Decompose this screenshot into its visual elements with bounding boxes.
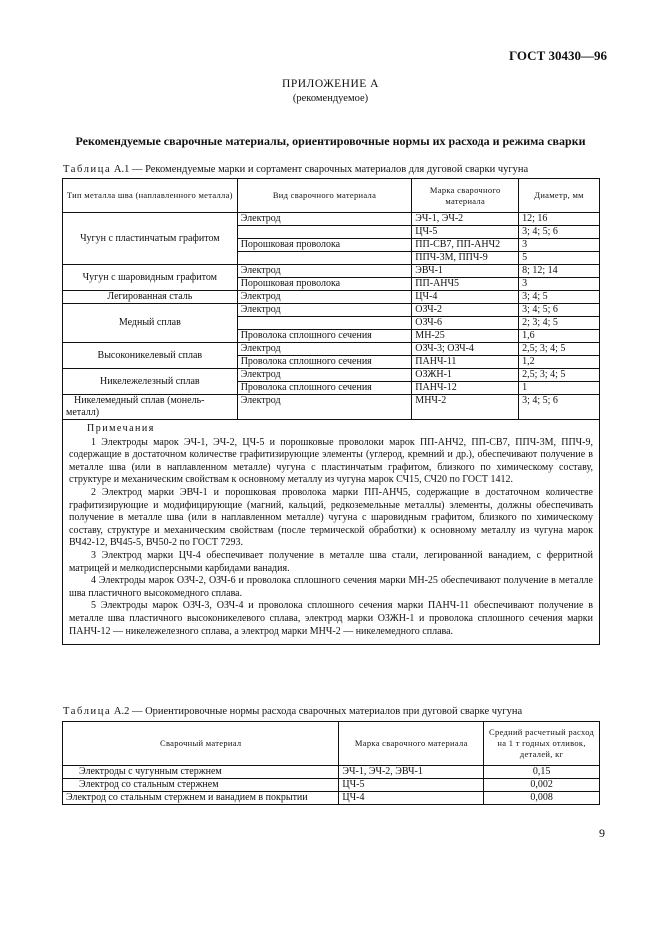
table1-header-diameter: Диаметр, мм — [519, 179, 600, 213]
table1-cell-metal: Никележелезный сплав — [63, 369, 238, 395]
table1-cell-material: Проволока сплошного сечения — [237, 356, 412, 369]
table1-cell-brand: ОЗЧ-6 — [412, 317, 519, 330]
table1-cell-diameter: 2,5; 3; 4; 5 — [519, 369, 600, 382]
table1-cell-brand: ЭВЧ-1 — [412, 265, 519, 278]
appendix-subtitle: (рекомендуемое) — [292, 93, 369, 104]
table1-cell-brand: МН-25 — [412, 330, 519, 343]
table2-cell-material: Электроды с чугунным стержнем — [63, 766, 339, 779]
note-3: 3 Электрод марки ЦЧ-4 обеспечивает получение в металле шва стали, легированной ванадием, с ферритной матрицей и мелкодисперсными карбидами ванадия. — [69, 549, 593, 574]
table2-cell-brand: ЭЧ-1, ЭЧ-2, ЭВЧ-1 — [339, 766, 484, 779]
table1-cell-diameter: 2,5; 3; 4; 5 — [519, 343, 600, 356]
table1-cell-metal: Никелемедный сплав (монель-металл) — [63, 395, 238, 420]
table1-cell-brand: ОЗЧ-3; ОЗЧ-4 — [412, 343, 519, 356]
table1-row — [63, 304, 600, 317]
table1-cell-metal: Легированная сталь — [63, 291, 238, 304]
table1-cell-material — [237, 252, 412, 265]
note-1: 1 Электроды марок ЭЧ-1, ЭЧ-2, ЦЧ-5 и порошковые проволоки марок ПП-АНЧ2, ПП-СВ7, ППЧ-3М, ППЧ-9, содержащие в достаточном количестве графитизирующие элементы (углерод, кремний и др.), обеспечивают получение в металле шва (или в наплавленном металле) чугуна с пластинчатым графитом, близкого по химическому составу, структуре и механическим свойствам к основному металлу из чугуна марок СЧ15, СЧ20 по ГОСТ 1412. — [69, 436, 593, 486]
table1-cell-diameter: 12; 16 — [519, 213, 600, 226]
table2-cell-brand: ЦЧ-4 — [339, 792, 484, 805]
table1-row — [63, 213, 600, 226]
table1-cell-material: Электрод — [237, 369, 412, 382]
table1-row — [63, 369, 600, 382]
table1-header-material: Вид сварочного материала — [237, 179, 412, 213]
table1-cell-material: Порошковая проволока — [237, 239, 412, 252]
table1-cell-brand: МНЧ-2 — [412, 395, 519, 420]
table1-cell-material: Проволока сплошного сечения — [237, 382, 412, 395]
table1-cell-brand: ОЗЖН-1 — [412, 369, 519, 382]
table1-row — [63, 343, 600, 356]
table1-row — [63, 395, 600, 420]
table1-caption: Таблица А.1 — Рекомендуемые марки и сортамент сварочных материалов для дуговой сварки чугуна — [63, 164, 529, 175]
page-number: 9 — [599, 826, 605, 840]
table1-cell-brand: ПАНЧ-12 — [412, 382, 519, 395]
table1-cell-material: Проволока сплошного сечения — [237, 330, 412, 343]
table1-cell-brand: ПП-СВ7, ПП-АНЧ2 — [412, 239, 519, 252]
table1-cell-material: Электрод — [237, 395, 412, 420]
table2-cell-consumption: 0,15 — [484, 766, 600, 779]
table1-row — [63, 291, 600, 304]
table1-cell-brand: ППЧ-3М, ППЧ-9 — [412, 252, 519, 265]
note-4: 4 Электроды марок ОЗЧ-2, ОЗЧ-6 и проволока сплошного сечения марки МН-25 обеспечивают получение в металле шва пластичного высокомедного сплава. — [69, 575, 593, 599]
table2-cell-consumption: 0,002 — [484, 779, 600, 792]
table1-cell-diameter: 3; 4; 5; 6 — [519, 395, 600, 420]
table1-cell-diameter: 3; 4; 5; 6 — [519, 304, 600, 317]
table1-cell-material: Электрод — [237, 304, 412, 317]
table1-cell-material — [237, 226, 412, 239]
table1-cell-brand: ЭЧ-1, ЭЧ-2 — [412, 213, 519, 226]
table1-cell-diameter: 2; 3; 4; 5 — [519, 317, 600, 330]
table1-cell-diameter: 1 — [519, 382, 600, 395]
table1-header-brand: Марка сварочного материала — [412, 179, 519, 213]
table1-cell-material: Электрод — [237, 343, 412, 356]
table2-cell-brand: ЦЧ-5 — [339, 779, 484, 792]
table1-cell-diameter: 5 — [519, 252, 600, 265]
table1-cell-material — [237, 317, 412, 330]
table2-header-consumption: Средний расчетный расход на 1 т годных отливок, деталей, кг — [484, 722, 600, 766]
table1-cell-brand: ЦЧ-4 — [412, 291, 519, 304]
table1-cell-material: Электрод — [237, 291, 412, 304]
table2-cell-consumption: 0,008 — [484, 792, 600, 805]
table1-cell-diameter: 1,6 — [519, 330, 600, 343]
table1-cell-brand: ЦЧ-5 — [412, 226, 519, 239]
table1-cell-material: Порошковая проволока — [237, 278, 412, 291]
table1-cell-material: Электрод — [237, 265, 412, 278]
table1-cell-brand: ПАНЧ-11 — [412, 356, 519, 369]
table1-header-metal: Тип металла шва (наплавленного металла) — [63, 179, 238, 213]
table1-row — [63, 265, 600, 278]
table1-cell-metal: Медный сплав — [63, 304, 238, 343]
table1-cell-diameter: 3; 4; 5 — [519, 291, 600, 304]
table1-cell-metal: Чугун с шаровидным графитом — [63, 265, 238, 291]
table1-cell-metal: Чугун с пластинчатым графитом — [63, 213, 238, 265]
table1 — [62, 178, 600, 645]
section-title: Рекомендуемые сварочные материалы, ориентировочные нормы их расхода и режима сварки — [75, 134, 586, 148]
table1-cell-brand: ПП-АНЧ5 — [412, 278, 519, 291]
appendix-title: ПРИЛОЖЕНИЕ А — [282, 78, 379, 90]
note-2: 2 Электрод марки ЭВЧ-1 и порошковая проволока марки ПП-АНЧ5, содержащие в достаточном количестве графитизирующие и модифицирующие (магний, кальций, редкоземельные металлы) элементы, должны обеспечивать получение в металле шва (или в наплавленном металле) чугуна с шаровидным графитом, близкого по химическому составу, структуре и механическим свойствам (после термической обработки) к основному металлу из чугуна марок ВЧ42-12, ВЧ45-5, ВЧ50-2 по ГОСТ 7293. — [69, 486, 593, 549]
standard-number: ГОСТ 30430—96 — [508, 48, 607, 63]
table1-cell-diameter: 3; 4; 5; 6 — [519, 226, 600, 239]
table2-header-brand: Марка сварочного материала — [339, 722, 484, 766]
table2-cell-material: Электрод со стальным стержнем и ванадием в покрытии — [63, 792, 339, 805]
table1-cell-material: Электрод — [237, 213, 412, 226]
table2-cell-material: Электрод со стальным стержнем — [63, 779, 339, 792]
table2 — [62, 721, 600, 805]
table2-caption: Таблица А.2 — Ориентировочные нормы расхода сварочных материалов при дуговой сварке чугуна — [63, 706, 523, 717]
table1-cell-metal: Высоконикелевый сплав — [63, 343, 238, 369]
table1-cell-diameter: 3 — [519, 239, 600, 252]
note-5: 5 Электроды марок ОЗЧ-3, ОЗЧ-4 и проволока сплошного сечения марки ПАНЧ-11 обеспечивают получение в металле шва пластичного высоконикелевого сплава, электрод марки ОЗЖН-1 и проволока сплошного сечения марки ПАНЧ-12 — никележелезного сплава, а электрод марки МНЧ-2 — никелемедного сплава. — [69, 600, 593, 637]
table1-notes — [63, 420, 600, 645]
table1-cell-brand: ОЗЧ-2 — [412, 304, 519, 317]
table1-cell-diameter: 3 — [519, 278, 600, 291]
notes-heading: Примечания — [87, 423, 155, 434]
table1-cell-diameter: 1,2 — [519, 356, 600, 369]
table1-cell-diameter: 8; 12; 14 — [519, 265, 600, 278]
table2-header-material: Сварочный материал — [63, 722, 339, 766]
